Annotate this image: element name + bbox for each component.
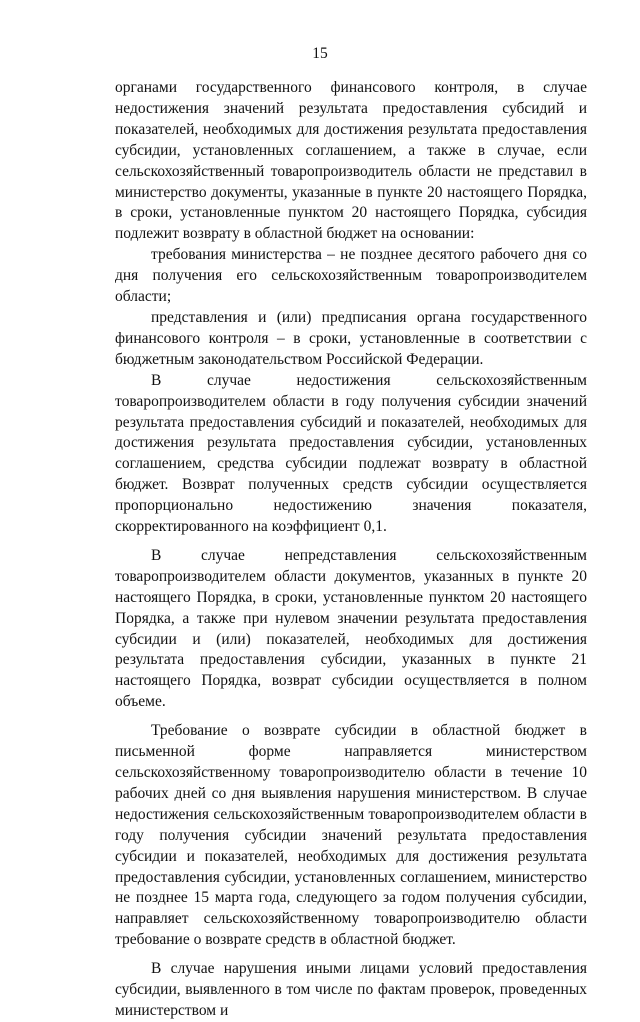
paragraph-financial-control: представления и (или) предписания органа государственного финансового контроля – в сроки, установленные в соответствии с бюджетным законодательством Российской Федерации. bbox=[115, 308, 587, 368]
paragraph-non-submission: В случае непредставления сельскохозяйственным товаропроизводителем области документов, указанных в пункте 20 настоящего Порядка, в сроки, установленные пунктом 20 настоящего Порядка, а также при нулевом значении результата предоставления субсидии и (или) показателей, необходимых для достижения результата предоставления субсидии, указанных в пункте 21 настоящего Порядка, возврат субсидии осуществляется в полном объеме. bbox=[115, 546, 587, 711]
paragraph-ministry-requirement: требования министерства – не позднее десятого рабочего дня со дня получения его сельскохозяйственным товаропроизводителем области; bbox=[115, 246, 587, 306]
page-number: 15 bbox=[312, 45, 328, 62]
paragraph-return-requirement: Требование о возврате субсидии в областной бюджет в письменной форме направляется министерством сельскохозяйственному товаропроизводителю области в течение 10 рабочих дней со дня выявления нарушения министерством. В случае недостижения сельскохозяйственным товаропроизводителем области в году получения субсидии значений результата предоставления субсидии и показателей, необходимых для достижения результата предоставления субсидии, установленных соглашением, министерство не позднее 15 марта года, следующего за годом получения субсидии, направляет сельскохозяйственному товаропроизводителю области требование о возврате средств в областной бюджет. bbox=[115, 722, 587, 949]
paragraph-continuation: органами государственного финансового контроля, в случае недостижения значений результата предоставления субсидий и показателей, необходимых для достижения результата предоставления субсидии, установленных соглашением, а также в случае, если сельскохозяйственный товаропроизводитель области не представил в министерство документы, указанные в пункте 20 настоящего Порядка, в сроки, установленные пунктом 20 настоящего Порядка, субсидия подлежит возврату в областной бюджет на основании: bbox=[115, 79, 587, 243]
paragraph-non-achievement: В случае недостижения сельскохозяйственным товаропроизводителем области в году получения субсидии значений результата предоставления субсидий и показателей, необходимых для достижения результата предоставления субсидии, установленных соглашением, средства субсидии подлежат возврату в областной бюджет. Возврат полученных средств субсидии осуществляется пропорционально недостижению значения показателя, скорректированного на коэффициент 0,1. bbox=[115, 371, 587, 536]
document-body bbox=[115, 78, 587, 1022]
paragraph-violation-by-others: В случае нарушения иными лицами условий предоставления субсидии, выявленного в том числе по фактам проверок, проведенных министерством и bbox=[115, 960, 587, 1019]
